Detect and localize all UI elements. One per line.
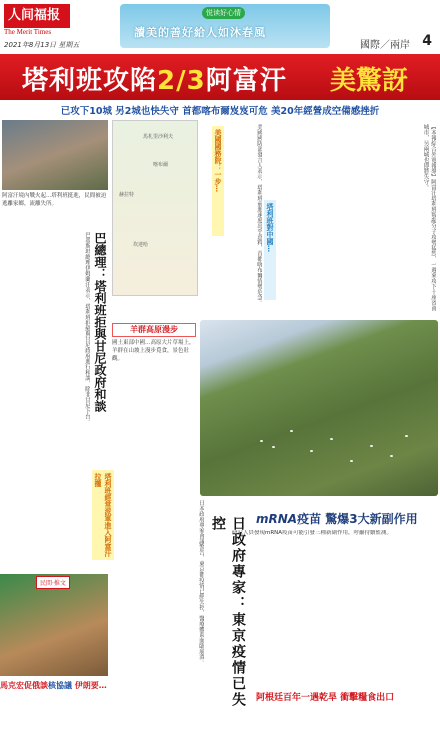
afghanistan-map <box>112 120 198 296</box>
article-column-5: 研究人員發現mRNA疫苗可能引發三種新副作用，呼籲持續監測。 <box>232 530 393 536</box>
main-headline <box>22 60 287 97</box>
slogan-badge: 悦读好心情 <box>202 7 245 19</box>
refugees-caption: 阿富汗境內戰火起...塔利班挺進，民間被迫逃離家鄉，流離失所。 <box>2 193 107 207</box>
article-column-3: 【本報綜合外電報導】阿富汗塔利班叛亂分子攻勢猛烈，一週來攻下十座省會城市，另兩城也即將失守。 <box>422 124 436 311</box>
map-label-herat: 赫拉特 <box>119 192 135 198</box>
pakistan-headline: 巴總理：塔利班拒與甘尼政府和談 <box>93 232 107 412</box>
headline-fraction: 2/3 <box>157 66 206 96</box>
masthead <box>0 0 440 52</box>
mrna-title: 疫苗 驚爆3大新副作用 <box>297 512 418 526</box>
refugees-photo <box>2 120 108 190</box>
hongkong-badge: 民間‧推文 <box>36 576 70 589</box>
headline-banner <box>0 54 440 100</box>
slogan-text: 讀美的善好給人如沐春風 <box>134 26 266 39</box>
tokyo-headline: 日政府專家：東京疫情已失控 <box>210 516 246 708</box>
headline-part1: 塔利班攻陷 <box>22 66 158 96</box>
article-column-4: 日本政府專家會議警告，東京都疫情已經失控，醫療體系面臨崩潰。 <box>198 500 204 665</box>
map-label-kabul: 喀布爾 <box>153 162 169 168</box>
sheep-photo-caption: 國土東部中國…高原大片草場上，羊群在山坡上漫步覓食，景色壯觀。 <box>112 340 195 362</box>
map-label-mazar: 馬札里沙利夫 <box>143 134 174 140</box>
map-label-kandahar: 坎達哈 <box>133 242 149 248</box>
page-number: 4 <box>422 33 432 49</box>
macron-pre: 馬克宏促俄談 <box>0 681 48 690</box>
newspaper-logo: 人间福报 <box>4 4 70 28</box>
hongkong-photo <box>0 574 108 676</box>
headline-part3: 阿富汗 <box>205 66 287 96</box>
macron-post: 伊朗要… <box>72 681 107 690</box>
headline-highlight: 美驚訝 <box>330 66 409 96</box>
argentina-headline: 阿根廷百年一遇乾旱 衝擊糧食出口 <box>256 693 395 703</box>
slogan-banner <box>120 4 330 48</box>
section-label: 國際／兩岸 <box>360 40 410 51</box>
logo-subtitle: The Merit Times <box>4 28 52 36</box>
article-column-2: 美國國防部發言人表示，塔利班前進速度出乎意料，首都喀布爾情勢危急。 <box>256 124 262 306</box>
subheadline: 已攻下10城 另2城也快失守 首都喀布爾岌岌可危 美20年經營成空備感挫折 <box>60 106 380 117</box>
subsection-tag-3: 塔利班對中國… <box>264 200 276 300</box>
article-column-1: 巴基斯坦總理伊姆蘭汗表示，塔利班拒絕與甘尼政府進行和談，除非甘尼下台。 <box>84 232 90 425</box>
macron-headline <box>0 680 108 691</box>
subsection-tag: 塔利班經常派軍進入阿富汗拉攏 <box>92 470 114 560</box>
sheep-photo-title: 羊群高原漫步 <box>112 323 196 337</box>
sheep-highland-photo <box>200 320 438 496</box>
subsection-tag-2: 美國國務院：一步… <box>212 126 224 236</box>
mrna-prefix: mRNA <box>256 512 298 526</box>
issue-date: 2021年8月13日 星期五 <box>4 41 80 49</box>
mrna-headline <box>256 510 418 527</box>
macron-mid: 核協議 <box>48 681 72 690</box>
